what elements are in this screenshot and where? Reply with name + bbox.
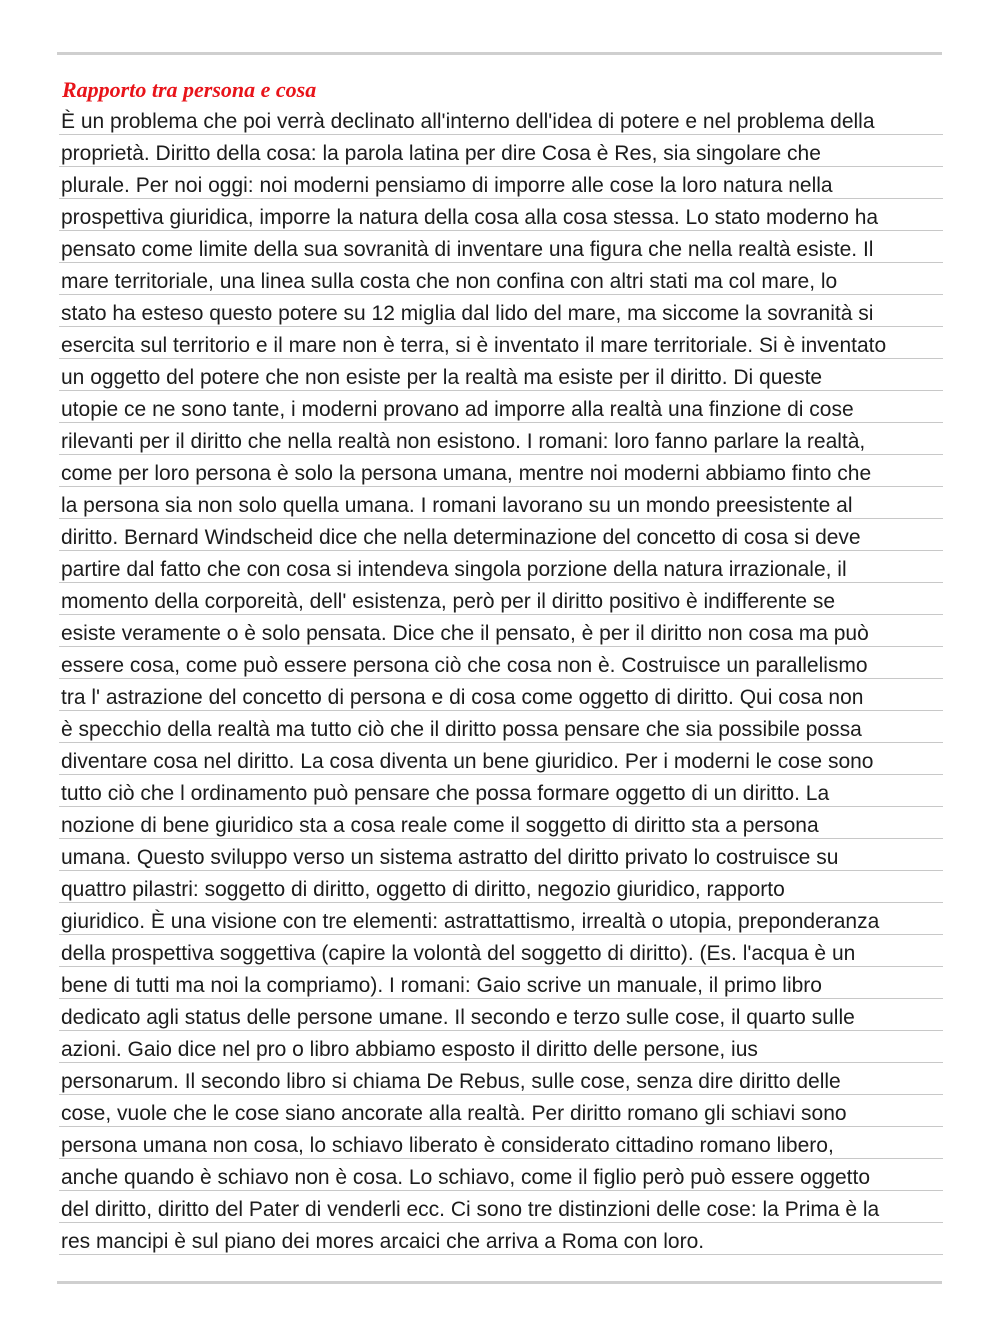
text-line: giuridico. È una visione con tre elementi: astrattattismo, irrealtà o utopia, preponderanza bbox=[61, 908, 879, 940]
text-line: plurale. Per noi oggi: noi moderni pensiamo di imporre alle cose la loro natura nella bbox=[61, 172, 833, 204]
text-line: tra l' astrazione del concetto di persona e di cosa come oggetto di diritto. Qui cosa non bbox=[61, 684, 863, 716]
text-line: persona umana non cosa, lo schiavo liberato è considerato cittadino romano libero, bbox=[61, 1132, 834, 1164]
page-bottom-rule bbox=[57, 1281, 942, 1284]
text-line: personarum. Il secondo libro si chiama De Rebus, sulle cose, senza dire diritto delle bbox=[61, 1068, 841, 1100]
text-line: diritto. Bernard Windscheid dice che nella determinazione del concetto di cosa si deve bbox=[61, 524, 861, 556]
text-line: partire dal fatto che con cosa si intendeva singola porzione della natura irrazionale, il bbox=[61, 556, 847, 588]
text-line: è specchio della realtà ma tutto ciò che il diritto possa pensare che sia possibile possa bbox=[61, 716, 862, 748]
text-line: come per loro persona è solo la persona umana, mentre noi moderni abbiamo finto che bbox=[61, 460, 871, 492]
text-line: anche quando è schiavo non è cosa. Lo schiavo, come il figlio però può essere oggetto bbox=[61, 1164, 870, 1196]
text-line: nozione di bene giuridico sta a cosa reale come il soggetto di diritto sta a persona bbox=[61, 812, 819, 844]
text-line: utopie ce ne sono tante, i moderni provano ad imporre alla realtà una finzione di cose bbox=[61, 396, 854, 428]
text-line: un oggetto del potere che non esiste per la realtà ma esiste per il diritto. Di queste bbox=[61, 364, 822, 396]
text-line: del diritto, diritto del Pater di venderli ecc. Ci sono tre distinzioni delle cose: la Prima è la bbox=[61, 1196, 879, 1228]
text-line: dedicato agli status delle persone umane. Il secondo e terzo sulle cose, il quarto sulle bbox=[61, 1004, 855, 1036]
text-line: la persona sia non solo quella umana. I romani lavorano su un mondo preesistente al bbox=[61, 492, 853, 524]
text-line: esiste veramente o è solo pensata. Dice che il pensato, è per il diritto non cosa ma può bbox=[61, 620, 869, 652]
text-line: umana. Questo sviluppo verso un sistema astratto del diritto privato lo costruisce su bbox=[61, 844, 838, 876]
text-line: esercita sul territorio e il mare non è terra, si è inventato il mare territoriale. Si è inventato bbox=[61, 332, 886, 364]
text-line: mare territoriale, una linea sulla costa che non confina con altri stati ma col mare, lo bbox=[61, 268, 837, 300]
text-line: essere cosa, come può essere persona ciò che cosa non è. Costruisce un parallelismo bbox=[61, 652, 868, 684]
text-line: res mancipi è sul piano dei mores arcaici che arriva a Roma con loro. bbox=[61, 1228, 704, 1260]
text-line: rilevanti per il diritto che nella realtà non esistono. I romani: loro fanno parlare la realtà, bbox=[61, 428, 865, 460]
text-line: bene di tutti ma noi la compriamo). I romani: Gaio scrive un manuale, il primo libro bbox=[61, 972, 822, 1004]
text-line: pensato come limite della sua sovranità di inventare una figura che nella realtà esiste. Il bbox=[61, 236, 873, 268]
text-line: cose, vuole che le cose siano ancorate alla realtà. Per diritto romano gli schiavi sono bbox=[61, 1100, 847, 1132]
note-heading: Rapporto tra persona e cosa bbox=[62, 77, 317, 102]
text-line: proprietà. Diritto della cosa: la parola latina per dire Cosa è Res, sia singolare che bbox=[61, 140, 821, 172]
text-line: quattro pilastri: soggetto di diritto, oggetto di diritto, negozio giuridico, rapporto bbox=[61, 876, 785, 908]
text-line: azioni. Gaio dice nel pro o libro abbiamo esposto il diritto delle persone, ius bbox=[61, 1036, 758, 1068]
text-line: stato ha esteso questo potere su 12 miglia dal lido del mare, ma siccome la sovranità si bbox=[61, 300, 873, 332]
text-line: diventare cosa nel diritto. La cosa diventa un bene giuridico. Per i moderni le cose sono bbox=[61, 748, 873, 780]
text-line: momento della corporeità, dell' esistenza, però per il diritto positivo è indifferente se bbox=[61, 588, 835, 620]
text-line: della prospettiva soggettiva (capire la volontà del soggetto di diritto). (Es. l'acqua è un bbox=[61, 940, 855, 972]
text-line: tutto ciò che l ordinamento può pensare che possa formare oggetto di un diritto. La bbox=[61, 780, 829, 812]
text-line: È un problema che poi verrà declinato all'interno dell'idea di potere e nel problema della bbox=[61, 108, 875, 140]
text-line: prospettiva giuridica, imporre la natura della cosa alla cosa stessa. Lo stato moderno ha bbox=[61, 204, 878, 236]
